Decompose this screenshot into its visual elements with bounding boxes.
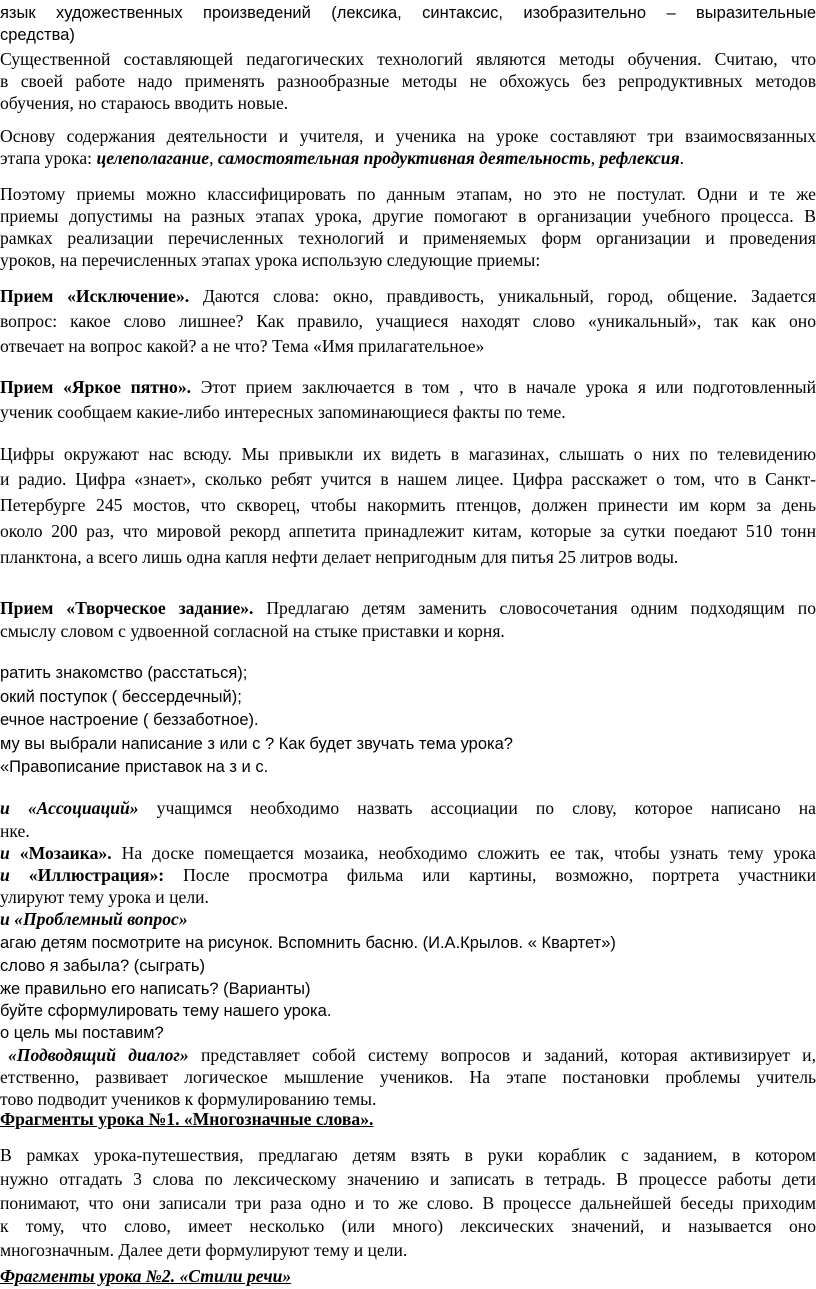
text-line <box>0 597 816 619</box>
text-line: к тому, что слово, имеет несколько (или много) лексических значений, и называется оно <box>0 1216 816 1236</box>
text-line: улируют тему урока и цели. <box>0 887 209 907</box>
text-span: учащимся необходимо назвать ассоциации по слову, которое написано на <box>138 798 816 818</box>
text-line <box>0 376 816 398</box>
heading-text: Фрагменты урока №2. «Стили речи» <box>0 1266 292 1286</box>
text-line: ученик сообщаем какие-либо интересных запоминающиеся факты по теме. <box>0 402 566 422</box>
text-span: На доске помещается мозаика, необходимо сложить ее так, чтобы узнать тему урока <box>111 843 816 863</box>
heading-text: Фрагменты урока №1. «Многозначные слова». <box>0 1109 374 1129</box>
text-span: и <box>0 843 20 863</box>
technique-title: «Мозаика». <box>19 843 112 863</box>
text-line <box>0 285 816 307</box>
text-line: етственно, развивает логическое мышление учеников. На этапе постановки проблемы учитель <box>0 1067 816 1087</box>
text-span: Даются слова: окно, правдивость, уникальный, город, общение. Задается <box>189 286 816 306</box>
text-span: , <box>590 148 600 168</box>
text-line: «Правописание приставок на з и с. <box>0 758 269 776</box>
technique-title: Прием «Яркое пятно». <box>0 377 192 397</box>
text-line: вопрос: какое слово лишнее? Как правило, учащиеся находят слово «уникальный», так как оно <box>0 311 816 331</box>
text-line: в своей работе надо применять разнообразные методы не обхожусь без репродуктивных методов <box>0 71 816 91</box>
text-line: же правильно его написать? (Варианты) <box>0 980 311 998</box>
technique-title: Прием «Исключение». <box>0 286 190 306</box>
text-line: Основу содержания деятельности и учителя, и ученика на уроке составляют три взаимосвязанных <box>0 126 816 146</box>
text-line <box>0 797 816 819</box>
text-line: обучения, но стараюсь вводить новые. <box>0 93 289 113</box>
section-heading <box>0 1265 816 1287</box>
text-line <box>0 147 816 169</box>
text-line: смыслу словом с удвоенной согласной на стыке приставки и корня. <box>0 621 505 641</box>
text-line: буйте сформулировать тему нашего урока. <box>0 1002 332 1020</box>
text-line: понимают, что они записали три раза одно и то же слово. В процессе дальнейшей беседы приходим <box>0 1193 816 1213</box>
technique-title: и «Проблемный вопрос» <box>0 909 188 929</box>
text-line: о цель мы поставим? <box>0 1024 164 1042</box>
text-line: слово я забыла? (сыграть) <box>0 957 205 975</box>
text-span: Предлагаю детям заменить словосочетания одним подходящим по <box>253 598 816 618</box>
text-span: Этот прием заключается в том , что в начале урока я или подготовленный <box>191 377 816 397</box>
text-line: му вы выбрали написание з или с ? Как будет звучать тема урока? <box>0 735 513 753</box>
text-line: около 200 раз, что мировой рекорд аппетита принадлежит китам, которые за сутки поедают 510 тонн <box>0 521 816 541</box>
text-line: ечное настроение ( беззаботное). <box>0 711 259 729</box>
text-line: агаю детям посмотрите на рисунок. Вспомнить басню. (И.А.Крылов. « Квартет») <box>0 934 616 952</box>
text-span: этапа урока: <box>0 148 97 168</box>
text-span: представляет собой систему вопросов и заданий, которая активизирует и, <box>188 1045 816 1065</box>
term-goal: целеполагание <box>96 148 210 168</box>
text-span: , <box>209 148 218 168</box>
text-line: Существенной составляющей педагогических технологий являются методы обучения. Считаю, что <box>0 49 816 69</box>
text-line: многозначным. Далее дети формулируют тему и цели. <box>0 1240 408 1260</box>
text-line: Поэтому приемы можно классифицировать по данным этапам, но это не постулат. Одни и те же <box>0 184 816 204</box>
text-span: После просмотра фильма или картины, возможно, портрета участники <box>164 865 816 885</box>
text-line: планктона, а всего лишь одна капля нефти делает непригодным для питья 25 литров воды. <box>0 547 679 567</box>
text-line <box>0 908 816 930</box>
text-line <box>0 864 816 886</box>
text-line: окий поступок ( бессердечный); <box>0 688 242 706</box>
text-line: рамках реализации перечисленных технологий и применяемых форм организации и проведения <box>0 228 816 248</box>
term-reflection: рефлексия <box>599 148 680 168</box>
text-line: Цифры окружают нас всюду. Мы привыкли их видеть в магазинах, слышать о них по телевидению <box>0 444 816 464</box>
text-line: уроков, на перечисленных этапах урока использую следующие приемы: <box>0 250 541 270</box>
technique-title: Прием «Творческое задание». <box>0 598 254 618</box>
text-line <box>0 1044 816 1066</box>
text-line: нужно отгадать 3 слова по лексическому значению и записать в тетрадь. В процессе работы дети <box>0 1169 816 1189</box>
text-line: Петербурге 245 мостов, что скворец, чтобы накормить птенцов, должен принести им корм за день <box>0 495 816 515</box>
text-line: язык художественных произведений (лексика, синтаксис, изобразительно – выразительные <box>0 4 816 22</box>
technique-title: «Иллюстрация»: <box>28 865 165 885</box>
technique-title: «Подводящий диалог» <box>8 1045 189 1065</box>
text-line <box>0 842 816 864</box>
text-line: и радио. Цифра «знает», сколько ребят учится в нашем лицее. Цифра расскажет о том, что в Санкт- <box>0 469 816 489</box>
text-line: тово подводит учеников к формулированию темы. <box>0 1089 377 1109</box>
text-line: В рамках урока-путешествия, предлагаю детям взять в руки кораблик с заданием, в котором <box>0 1145 816 1165</box>
text-line: приемы допустимы на разных этапах урока, другие помогают в организации учебного процесса. В <box>0 206 816 226</box>
section-heading <box>0 1108 816 1130</box>
text-line: отвечает на вопрос какой? а не что? Тема «Имя прилагательное» <box>0 336 485 356</box>
text-span: . <box>679 148 685 168</box>
technique-title: и «Ассоциаций» <box>0 798 139 818</box>
text-line: нке. <box>0 821 30 841</box>
text-span: и <box>0 865 29 885</box>
text-line: ратить знакомство (расстаться); <box>0 664 248 682</box>
term-activity: самостоятельная продуктивная деятельность <box>217 148 591 168</box>
text-line: средства) <box>0 26 75 44</box>
